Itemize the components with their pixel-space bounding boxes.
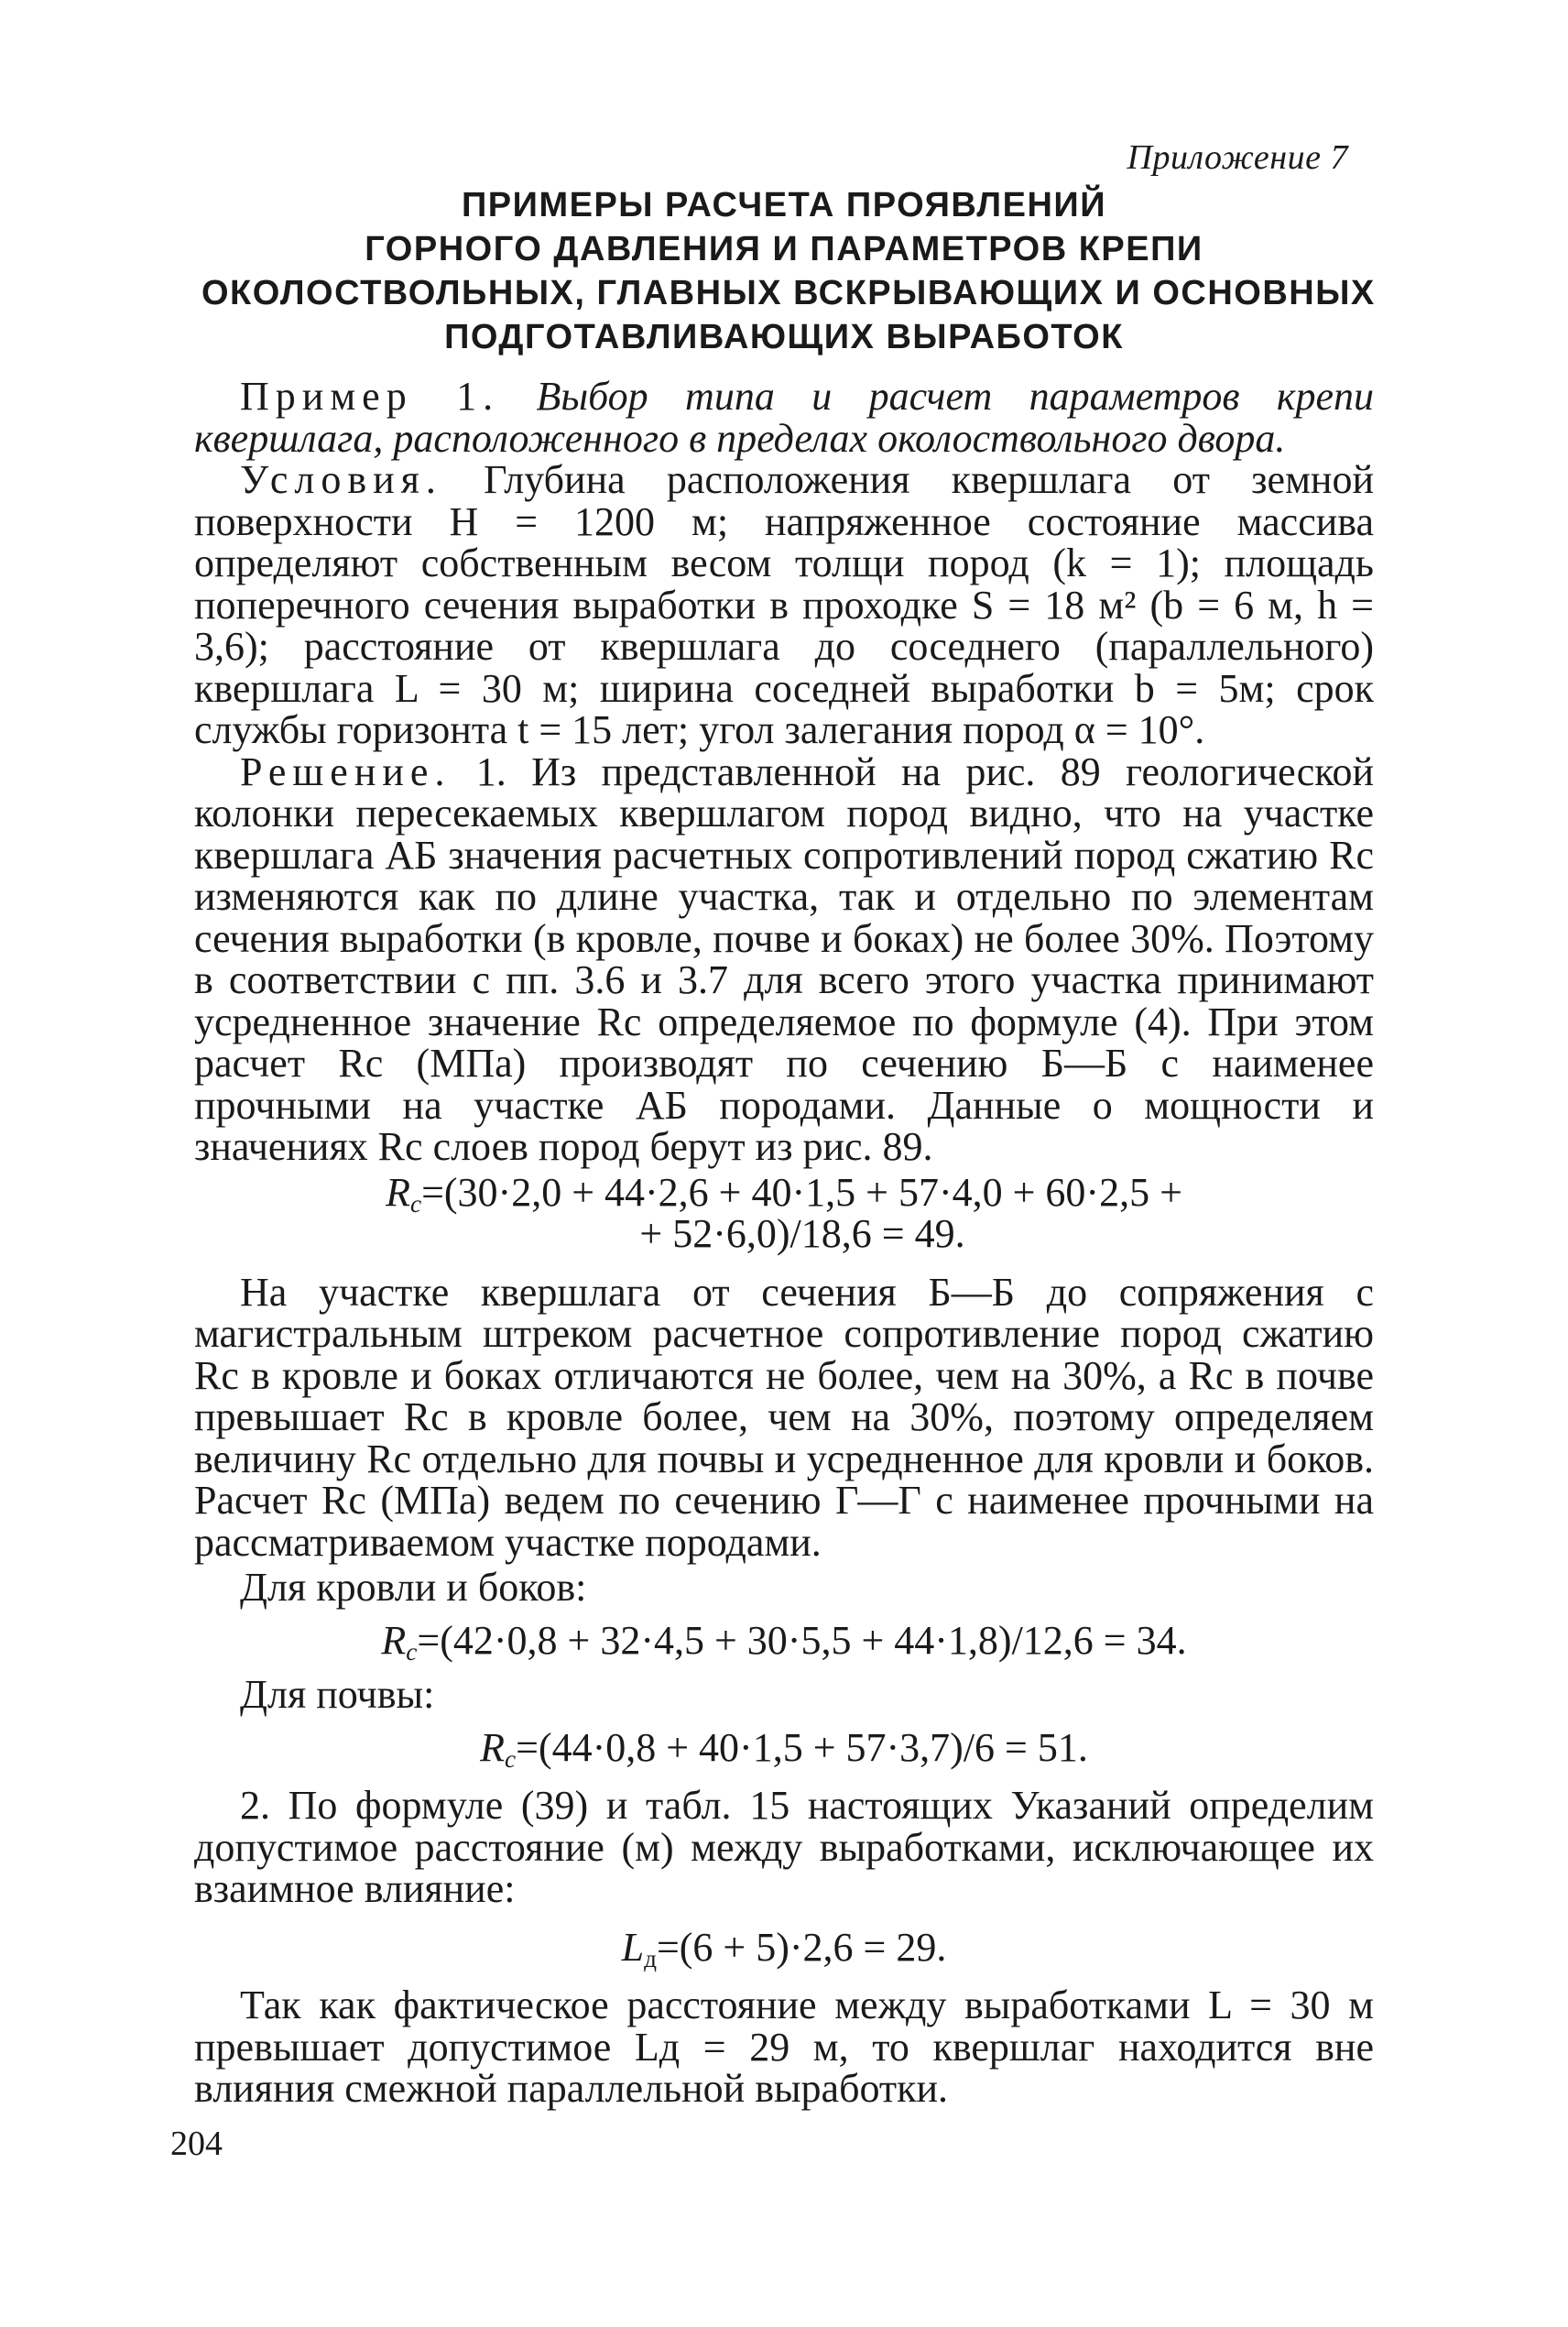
conditions-label: Условия. xyxy=(240,457,442,502)
heading-line: ГОРНОГО ДАВЛЕНИЯ И ПАРАМЕТРОВ КРЕПИ xyxy=(365,230,1203,268)
formula-floor-text: =(44·0,8 + 40·1,5 + 57·3,7)/6 = 51. xyxy=(516,1724,1088,1770)
formula-roof-text: =(42·0,8 + 32·4,5 + 30·5,5 + 44·1,8)/12,6 = 34. xyxy=(417,1617,1187,1663)
solution-text: 1. Из представленной на рис. 89 геологической колонки пересекаемых квершлагом пород видно, что на участке квершлага АБ значения расчетных сопротивлений пород сжатию Rc изменяются как по длине участка, так и отдельно по элементам сечения выработки (в кровле, почве и боках) не более 30%. Поэтому в соответствии с пп. 3.6 и 3.7 для всего этого участка принимают усредненное значение Rc определяемое по формуле (4). При этом расчет Rc (МПа) производят по сечению Б—Б с наименее прочными на участке АБ породами. Данные о мощности и значениях Rc слоев пород берут из рис. 89. xyxy=(194,748,1375,1169)
conditions-paragraph xyxy=(194,459,1374,751)
conclusion-paragraph: Так как фактическое расстояние между выработками L = 30 м превышает допустимое Lд = 29 м, то квершлаг находится вне влияния смежной параллельной выработки. xyxy=(194,1983,1374,2111)
section-gg-paragraph: На участке квершлага от сечения Б—Б до сопряжения с магистральным штреком расчетное сопротивление пород сжатию Rc в кровле и боках отличаются не более, чем на 30%, а Rc в почве превышает Rc в кровле более, чем на 30%, поэтому определяем величину Rc отдельно для почвы и усредненное для кровли и боков. Расчет Rc (МПа) ведем по сечению Г—Г с наименее прочными на рассматриваемом участке породами. xyxy=(194,1269,1374,1565)
formula-line-1: =(30·2,0 + 44·2,6 + 40·1,5 + 57·4,0 + 60·2,5 + xyxy=(421,1169,1182,1215)
page-number: 204 xyxy=(170,2125,223,2163)
appendix-label: Приложение 7 xyxy=(1127,138,1348,177)
formula-ld: $L_д=(6 + 5)\cdot 2,6 = 29$. xyxy=(621,1924,947,1972)
heading-line: ПОДГОТАВЛИВАЮЩИХ ВЫРАБОТОК xyxy=(444,318,1124,356)
formula-ld-text: =(6 + 5)·2,6 = 29. xyxy=(656,1924,947,1970)
section-heading xyxy=(201,183,1376,359)
body-text xyxy=(194,376,1374,2110)
solution-label: Решение. xyxy=(240,748,452,794)
floor-label: Для почвы: xyxy=(240,1672,435,1717)
roof-label: Для кровли и боков: xyxy=(240,1565,587,1610)
heading-line: ОКОЛОСТВОЛЬНЫХ, ГЛАВНЫХ ВСКРЫВАЮЩИХ И ОСНОВНЫХ xyxy=(201,274,1376,312)
example-label: Пример 1. xyxy=(240,374,500,419)
distance-paragraph: 2. По формуле (39) и табл. 15 настоящих Указаний определим допустимое расстояние (м) между выработками, исключающее их взаимное влияние: xyxy=(194,1783,1374,1911)
formula-rc-average: $R_c=(30\cdot 2,0 + 44\cdot 2,6 + 40\cdot 1,5 + 57\cdot 4,0 + 60\cdot 2,5$ + + 52·6,0)/18,6 = 49. xyxy=(194,1172,1374,1255)
heading-line: ПРИМЕРЫ РАСЧЕТА ПРОЯВЛЕНИЙ xyxy=(461,186,1107,224)
formula-rc-roof: $R_c=(42\cdot 0,8 + 32\cdot 4,5 + 30\cdot 5,5 + 44\cdot 1,8)/12,6 = 34$. xyxy=(381,1617,1187,1666)
solution-paragraph xyxy=(194,748,1375,1169)
conditions-text: Глубина расположения квершлага от земной поверхности H = 1200 м; напряженное состояние массива определяют собственным весом толщи пород (k = 1); площадь поперечного сечения выработки в проходке S = 18 м² (b = 6 м, h = 3,6); расстояние от квершлага до соседнего (параллельного) квершлага L = 30 м; ширина соседней выработки b = 5м; срок службы горизонта t = 15 лет; угол залегания пород α = 10°. xyxy=(194,457,1375,752)
example-title: Выбор типа и расчет параметров крепи квершлага, расположенного в пределах околоствольного двора. xyxy=(194,374,1374,461)
formula-line-2: + 52·6,0)/18,6 = 49. xyxy=(639,1211,965,1256)
example-paragraph xyxy=(194,376,1374,459)
formula-rc-floor: $R_c=(44\cdot 0,8 + 40\cdot 1,5 + 57\cdot 3,7)/6 = 51$. xyxy=(480,1724,1088,1773)
